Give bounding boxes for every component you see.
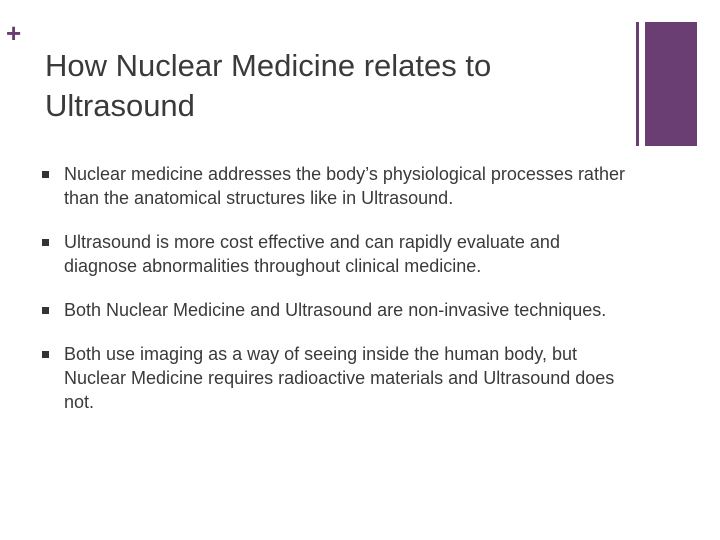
accent-line bbox=[636, 22, 639, 146]
square-bullet-icon bbox=[42, 351, 49, 358]
bullet-list bbox=[42, 162, 632, 434]
square-bullet-icon bbox=[42, 307, 49, 314]
slide-title: How Nuclear Medicine relates to Ultrasound bbox=[45, 48, 492, 123]
bullet-text: Both Nuclear Medicine and Ultrasound are non-invasive techniques. bbox=[64, 300, 607, 320]
bullet-item bbox=[42, 298, 632, 322]
bullet-text: Nuclear medicine addresses the body’s physiological processes rather than the anatomical structures like in Ultrasound. bbox=[64, 164, 625, 208]
square-bullet-icon bbox=[42, 171, 49, 178]
bullet-text: Both use imaging as a way of seeing inside the human body, but Nuclear Medicine requires radioactive materials and Ultrasound does not. bbox=[64, 344, 615, 412]
bullet-text: Ultrasound is more cost effective and can rapidly evaluate and diagnose abnormalities throughout clinical medicine. bbox=[64, 232, 560, 276]
square-bullet-icon bbox=[42, 239, 49, 246]
bullet-item bbox=[42, 342, 632, 414]
bullet-item bbox=[42, 162, 632, 210]
plus-icon: + bbox=[6, 18, 22, 48]
accent-block bbox=[645, 22, 697, 146]
bullet-item bbox=[42, 230, 632, 278]
